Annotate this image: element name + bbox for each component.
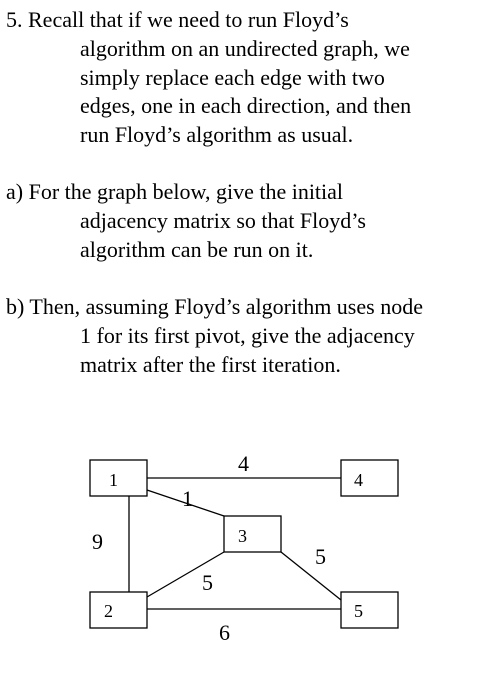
part-b — [6, 293, 482, 379]
weight-label-3-5: 5 — [315, 544, 326, 569]
node-4-label: 4 — [354, 470, 363, 490]
weighted-graph — [0, 440, 488, 670]
problem-intro — [6, 6, 482, 150]
node-1-label: 1 — [109, 470, 118, 490]
edge-3-5 — [281, 552, 341, 600]
node-2 — [90, 592, 147, 628]
problem-intro-line-4: edges, one in each direction, and then — [80, 93, 412, 119]
part-a-line-1: a) For the graph below, give the initial — [6, 179, 344, 204]
node-3 — [224, 516, 281, 552]
part-a-line-3: algorithm can be run on it. — [80, 236, 314, 262]
part-a — [6, 178, 482, 264]
problem-intro-line-2: algorithm on an undirected graph, we — [80, 35, 410, 61]
weight-label-2-3: 5 — [202, 570, 213, 595]
problem-intro-line-1: 5. Recall that if we need to run Floyd’s — [6, 7, 349, 32]
problem-intro-line-5: run Floyd’s algorithm as usual. — [80, 122, 354, 148]
node-5-label: 5 — [354, 601, 363, 621]
weight-label-1-3: 1 — [182, 486, 193, 511]
node-4 — [341, 460, 398, 496]
weight-label-1-4: 4 — [238, 451, 249, 476]
node-1 — [90, 460, 147, 496]
problem-intro-line-3: simply replace each edge with two — [80, 64, 385, 90]
part-b-line-3: matrix after the first iteration. — [80, 351, 341, 377]
weight-label-1-2: 9 — [92, 529, 103, 554]
node-3-label: 3 — [238, 526, 247, 546]
weight-label-2-5: 6 — [219, 620, 230, 645]
part-b-line-2: 1 for its first pivot, give the adjacency — [80, 322, 415, 348]
node-5 — [341, 592, 398, 628]
node-2-label: 2 — [104, 601, 113, 621]
part-b-line-1: b) Then, assuming Floyd’s algorithm uses node — [6, 294, 423, 319]
part-a-line-2: adjacency matrix so that Floyd’s — [80, 207, 366, 233]
